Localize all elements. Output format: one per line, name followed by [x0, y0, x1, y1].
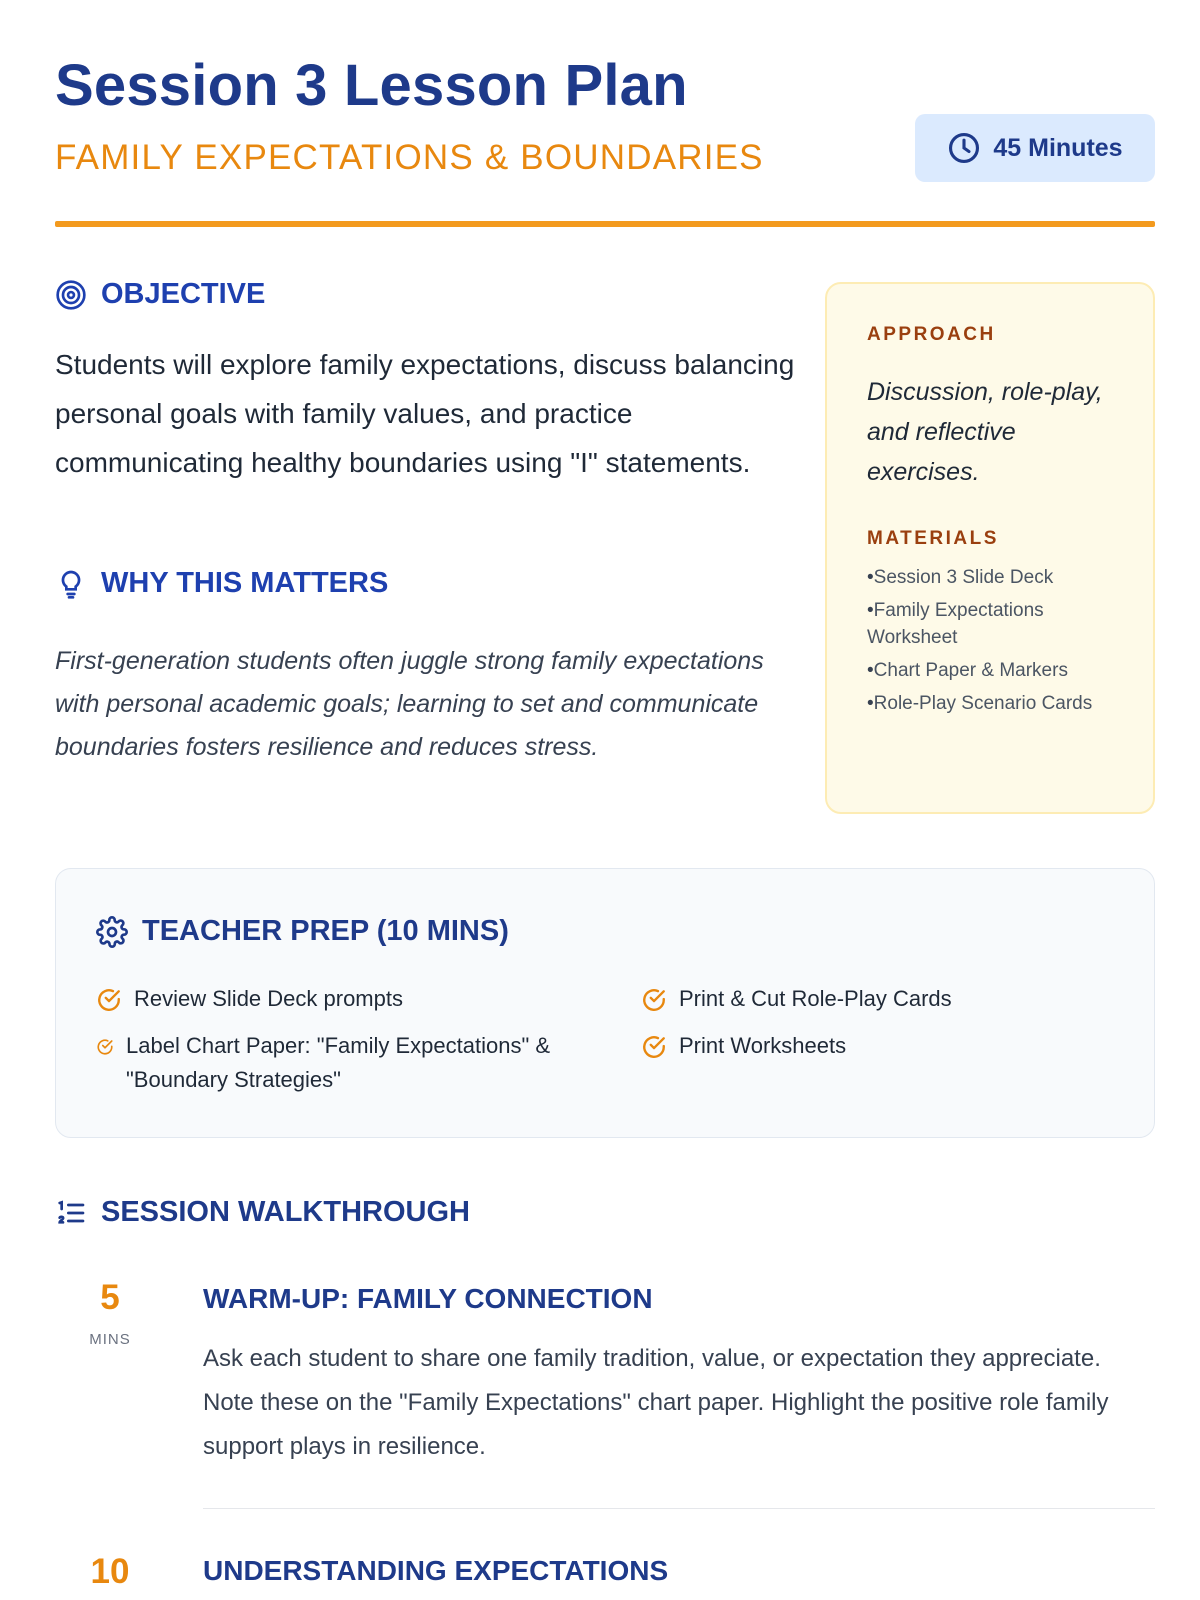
lesson-plan-page: [55, 0, 1155, 1600]
prep-item: [641, 1029, 846, 1063]
material-item: • Session 3 Slide Deck: [867, 564, 1113, 591]
teacher-prep-card: [55, 868, 1155, 1138]
prep-item: [641, 982, 952, 1016]
prep-item-label: Print & Cut Role-Play Cards: [679, 986, 952, 1011]
step-minutes: 5: [100, 1278, 120, 1317]
target-icon: [55, 279, 87, 311]
walkthrough-heading: [55, 1196, 470, 1229]
teacher-prep-heading: [96, 915, 509, 948]
page-title: Session 3 Lesson Plan: [55, 53, 688, 118]
check-circle-icon: [641, 1034, 667, 1060]
material-item: • Chart Paper & Markers: [867, 657, 1113, 684]
prep-item: [96, 1029, 566, 1097]
objective-heading: [55, 278, 265, 311]
material-item: • Family Expectations Worksheet: [867, 597, 1113, 651]
approach-label: APPROACH: [867, 324, 996, 345]
teacher-prep-heading-label: TEACHER PREP (10 MINS): [142, 915, 509, 947]
step-title: UNDERSTANDING EXPECTATIONS: [203, 1555, 669, 1586]
why-text: First-generation students often juggle strong family expectations with personal academic goals; learning to set and communicate boundaries fosters resilience and reduces stress.: [55, 647, 764, 761]
materials-label: MATERIALS: [867, 528, 999, 549]
page-subtitle: FAMILY EXPECTATIONS & BOUNDARIES: [55, 138, 764, 177]
duration-badge: [915, 114, 1155, 182]
lightbulb-icon: [55, 568, 87, 600]
why-heading-label: WHY THIS MATTERS: [101, 567, 389, 599]
material-item: • Role-Play Scenario Cards: [867, 690, 1113, 717]
prep-item: [96, 982, 403, 1016]
why-heading: [55, 567, 388, 600]
header-divider: [55, 221, 1155, 227]
clock-icon: [947, 131, 981, 165]
walkthrough-heading-label: SESSION WALKTHROUGH: [101, 1196, 470, 1228]
numbered-list-icon: [55, 1197, 87, 1229]
prep-item-label: Review Slide Deck prompts: [134, 986, 403, 1011]
step-text: Ask each student to share one family tradition, value, or expectation they appreciate. Note these on the "Family Expectations" chart paper. Highlight the positive role family support plays in resilience.: [203, 1345, 1109, 1460]
prep-item-label: Print Worksheets: [679, 1033, 847, 1058]
approach-text: Discussion, role-play, and reflective exercises.: [867, 378, 1103, 486]
objective-heading-label: OBJECTIVE: [101, 278, 266, 310]
step-title: WARM-UP: FAMILY CONNECTION: [203, 1283, 653, 1314]
gear-icon: [96, 916, 128, 948]
prep-item-label: Label Chart Paper: "Family Expectations" & "Boundary Strategies": [126, 1033, 551, 1092]
duration-label: 45 Minutes: [993, 133, 1123, 162]
step-minutes-unit: MINS: [89, 1331, 131, 1348]
check-circle-icon: [641, 987, 667, 1013]
materials-list: [867, 564, 1113, 717]
step-minutes: 10: [90, 1552, 130, 1591]
approach-card: [825, 282, 1155, 814]
objective-text: Students will explore family expectations, discuss balancing personal goals with family values, and practice communicating healthy boundaries using "I" statements.: [55, 349, 795, 478]
check-circle-icon: [96, 987, 122, 1013]
check-circle-icon: [96, 1038, 114, 1056]
step-divider: [203, 1508, 1155, 1509]
